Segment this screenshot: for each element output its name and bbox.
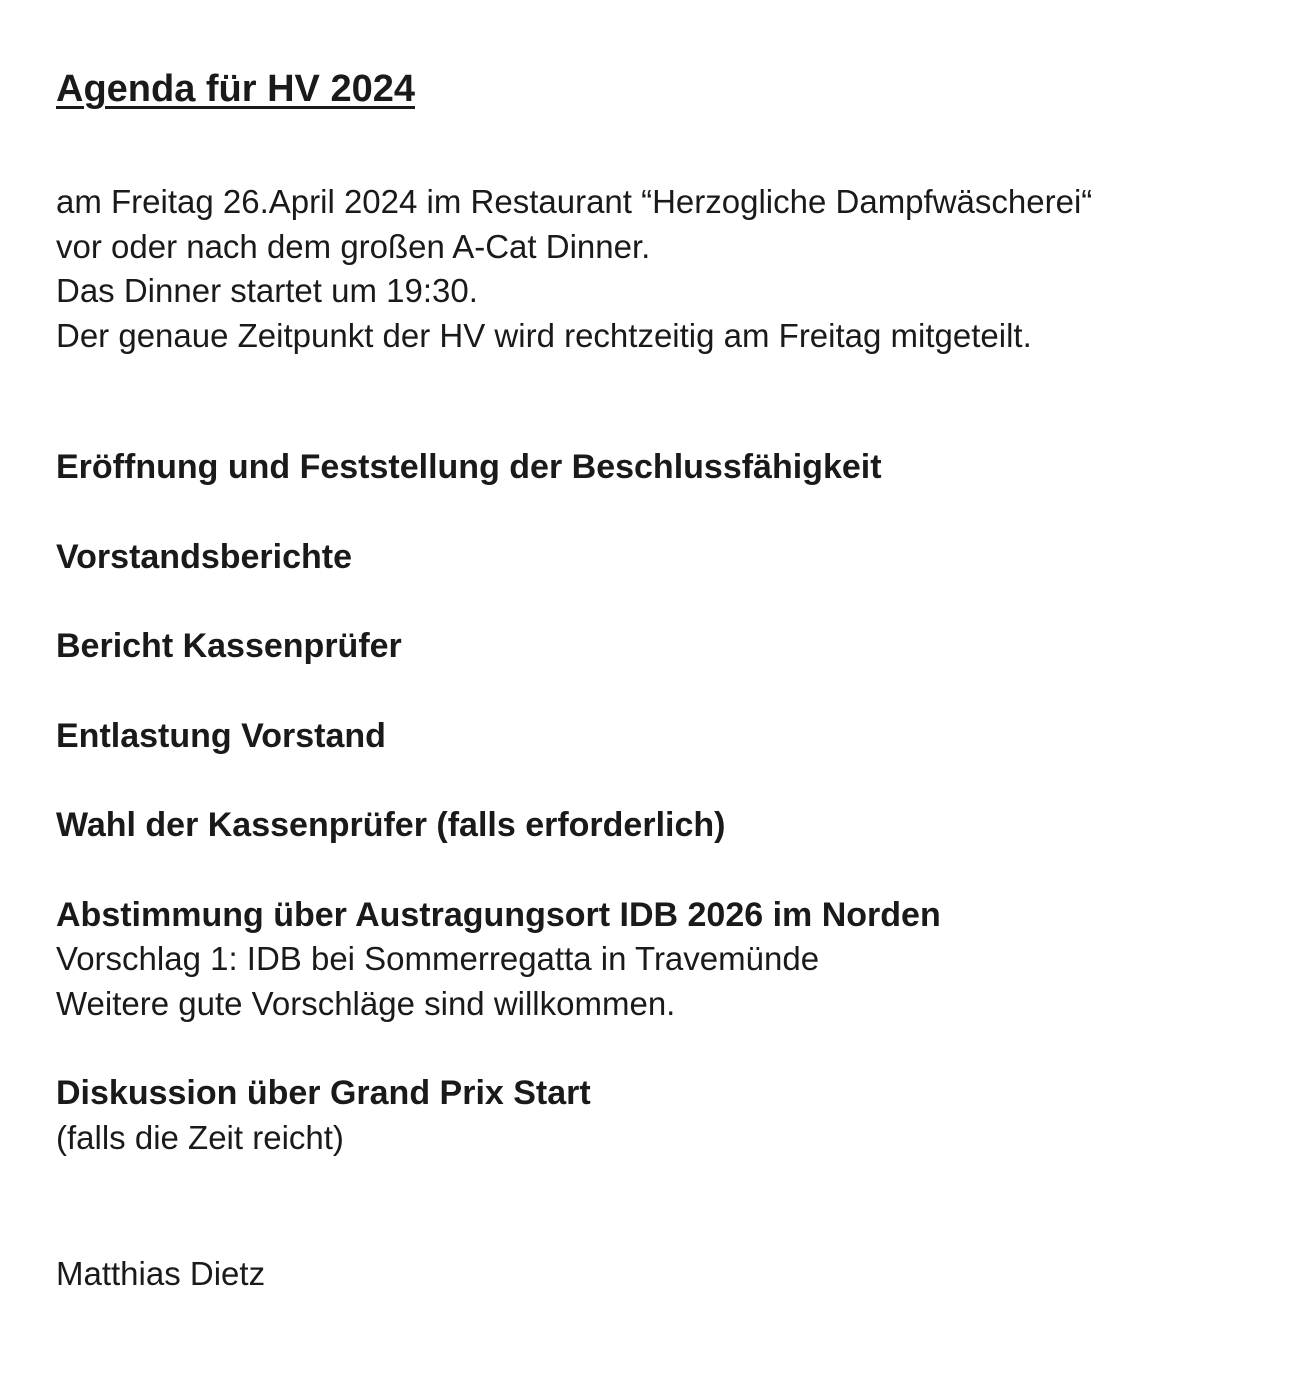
agenda-item (56, 445, 941, 490)
agenda-item-title: Entlastung Vorstand (56, 716, 386, 755)
agenda-item-title: Eröffnung und Feststellung der Beschlussfähigkeit (56, 448, 882, 486)
intro-paragraph (56, 180, 1092, 358)
agenda-item-note: Vorschlag 1: IDB bei Sommerregatta in Travemünde (56, 940, 820, 977)
intro-line: am Freitag 26.April 2024 im Restaurant “Herzogliche Dampfwäscherei“ (56, 183, 1093, 220)
agenda-item-title: Vorstandsberichte (56, 537, 353, 576)
agenda-item-title: Diskussion über Grand Prix Start (56, 1074, 591, 1112)
signature: Matthias Dietz (56, 1255, 266, 1292)
agenda-item-title: Wahl der Kassenprüfer (falls erforderlich) (56, 806, 726, 844)
agenda-item-title: Bericht Kassenprüfer (56, 627, 402, 665)
agenda-item (56, 535, 941, 580)
agenda-list (56, 445, 941, 1205)
agenda-item-note: (falls die Zeit reicht) (56, 1118, 344, 1156)
intro-line: vor oder nach dem großen A-Cat Dinner. (56, 227, 651, 265)
agenda-item (56, 714, 941, 759)
agenda-item-note: Weitere gute Vorschläge sind willkommen. (56, 984, 676, 1022)
agenda-item (56, 893, 941, 1027)
agenda-title: Agenda für HV 2024 (56, 68, 415, 110)
agenda-item (56, 1071, 941, 1160)
agenda-item-title: Abstimmung über Austragungsort IDB 2026 im Norden (56, 895, 941, 934)
agenda-item (56, 624, 941, 669)
agenda-item (56, 803, 941, 848)
intro-line: Der genaue Zeitpunkt der HV wird rechtzeitig am Freitag mitgeteilt. (56, 316, 1032, 354)
intro-line: Das Dinner startet um 19:30. (56, 272, 478, 309)
